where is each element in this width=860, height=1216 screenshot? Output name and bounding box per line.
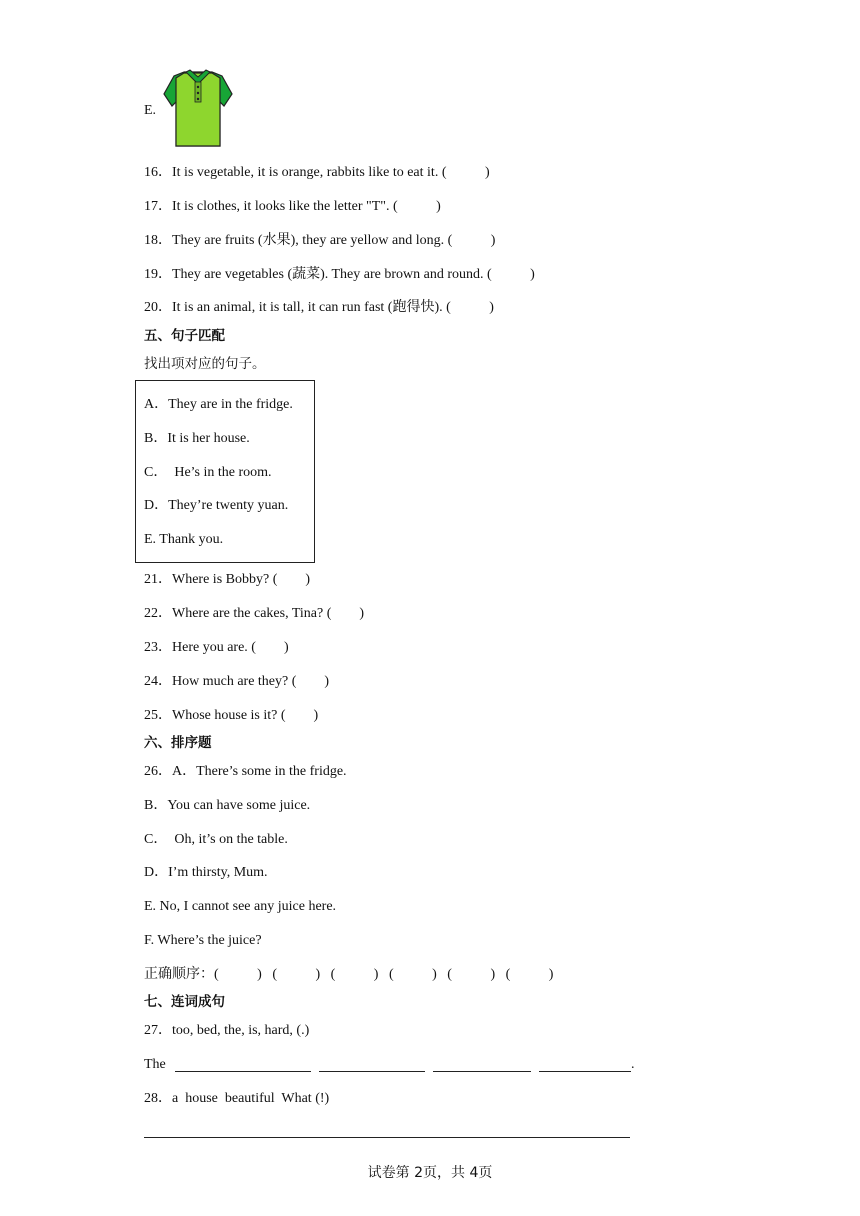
polo-shirt-icon [162, 68, 234, 150]
question-21: 21．Where is Bobby? ( ) [144, 572, 311, 587]
question-16: 16．It is vegetable, it is orange, rabbits like to eat it. ( ) [144, 165, 490, 180]
order-answer-line: 正确顺序：( ) ( ) ( ) ( ) ( ) ( ) [144, 967, 554, 982]
answer-line[interactable] [144, 1137, 630, 1138]
answer-blank[interactable] [175, 1071, 311, 1072]
question-26-f: F. Where’s the juice? [144, 933, 262, 948]
option-e: E. Thank you. [144, 532, 224, 547]
question-24: 24．How much are they? ( ) [144, 674, 330, 689]
question-23: 23．Here you are. ( ) [144, 640, 289, 655]
option-c: C． He’s in the room. [144, 465, 272, 480]
question-20: 20．It is an animal, it is tall, it can run fast (跑得快). ( ) [144, 300, 494, 315]
option-a: A．They are in the fridge. [144, 397, 293, 412]
page-footer: 试卷第 2页，共 4页 [367, 1165, 493, 1181]
question-26-c: C． Oh, it’s on the table. [144, 832, 288, 847]
question-17: 17．It is clothes, it looks like the letter "T". ( ) [144, 199, 441, 214]
answer-blank[interactable] [433, 1071, 531, 1072]
question-26-a: 26．A．There’s some in the fridge. [144, 764, 347, 779]
question-28: 28．a house beautiful What (!) [144, 1091, 330, 1106]
question-26-d: D．I’m thirsty, Mum. [144, 865, 268, 880]
question-27-start-word: The [144, 1057, 166, 1072]
question-27: 27．too, bed, the, is, hard, (.) [144, 1023, 310, 1038]
question-26-e: E. No, I cannot see any juice here. [144, 899, 337, 914]
question-25: 25．Whose house is it? ( ) [144, 708, 319, 723]
section-7-title: 七、连词成句 [144, 994, 225, 1010]
section-5-instruction: 找出项对应的句子。 [144, 356, 266, 372]
section-6-title: 六、排序题 [144, 735, 212, 751]
question-26-b: B．You can have some juice. [144, 798, 311, 813]
question-27-end-mark: . [631, 1057, 635, 1072]
option-e-label: E. [144, 103, 157, 118]
answer-blank[interactable] [539, 1071, 631, 1072]
option-b: B．It is her house. [144, 431, 250, 446]
question-18: 18．They are fruits (水果), they are yellow and long. ( ) [144, 233, 496, 248]
section-5-title: 五、句子匹配 [144, 328, 225, 344]
question-22: 22．Where are the cakes, Tina? ( ) [144, 606, 365, 621]
option-d: D．They’re twenty yuan. [144, 498, 289, 513]
answer-blank[interactable] [319, 1071, 425, 1072]
question-19: 19．They are vegetables (蔬菜). They are brown and round. ( ) [144, 267, 535, 282]
